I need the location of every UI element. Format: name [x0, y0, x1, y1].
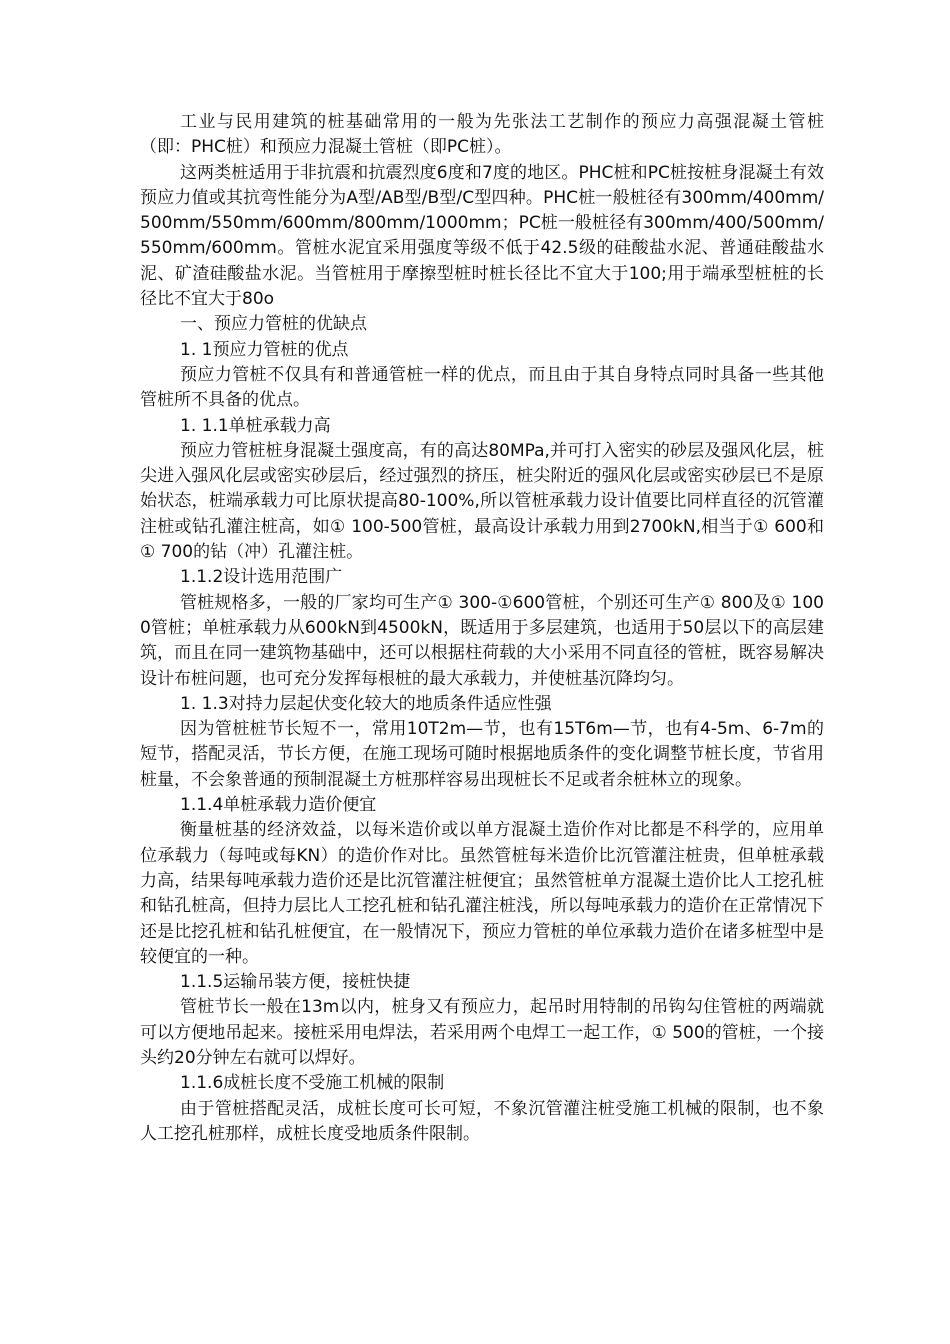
subsection-heading: 1. 1预应力管桩的优点 [180, 339, 349, 360]
subsection-heading: 1.1.2设计选用范围广 [180, 567, 343, 588]
paragraph: 衡量桩基的经济效益，以每米造价或以单方混凝土造价作对比都是不科学的，应用单位承载力（每吨或每KN）的造价作对比。虽然管桩每米造价比沉管灌注桩贵，但单桩承载力高，结果每吨承载力造价还是比沉管灌注桩便宜；虽然管桩单方混凝土造价比人工挖孔桩和钻孔桩高，但持力层比人工挖孔桩和钻孔灌注桩浅，所以每吨承载力的造价在正常情况下还是比挖孔桩和钻孔桩便宜，在一般情况下，预应力管桩的单位承载力造价在诸多桩型中是较便宜的一种。 [140, 820, 824, 967]
paragraph: 管桩规格多，一般的厂家均可生产① 300-①600管桩，个别还可生产① 800及① 1000管桩；单桩承载力从600kN到4500kN，既适用于多层建筑，也适用于50层以下的高层建筑，而且在同一建筑物基础中，还可以根据柱荷载的大小采用不同直径的管桩，既容易解决设计布桩问题，也可充分发挥每根桩的最大承载力，并使桩基沉降均匀。 [140, 592, 824, 689]
paragraph: 因为管桩桩节长短不一，常用10T2m—节，也有15T6m—节，也有4-5m、6-7m的短节，搭配灵活，节长方便，在施工现场可随时根据地质条件的变化调整节桩长度，节省用桩量，不会象普通的预制混凝土方桩那样容易出现桩长不足或者余桩林立的现象。 [140, 719, 824, 790]
paragraph: 预应力管桩桩身混凝土强度高，有的高达80MPa,并可打入密实的砂层及强风化层，桩尖进入强风化层或密实砂层后，经过强烈的挤压，桩尖附近的强风化层或密实砂层已不是原始状态，桩端承载力可比原状提高80-100%,所以管桩承载力设计值要比同样直径的沉管灌注桩或钻孔灌注桩高，如① 100-500管桩，最高设计承载力用到2700kN,相当于① 600和① 700的钻（冲）孔灌注桩。 [140, 440, 824, 563]
paragraph-pile-types: 这两类桩适用于非抗震和抗震烈度6度和7度的地区。PHC桩和PC桩按桩身混凝土有效预应力值或其抗弯性能分为A型/AB型/B型/C型四种。PHC桩一般桩径有300mm/400mm/500mm/550mm/600mm/800mm/1000mm；PC桩一般桩径有300mm/400/500mm/550mm/600mm。管桩水泥宜采用强度等级不低于42.5级的硅酸盐水泥、普通硅酸盐水泥、矿渣硅酸盐水泥。当管桩用于摩擦型桩时桩长径比不宜大于100;用于端承型桩桩的长径比不宜大于80o [140, 162, 824, 310]
section-heading: 一、预应力管桩的优缺点 [180, 314, 367, 335]
document-body [140, 110, 824, 1147]
paragraph: 由于管桩搭配灵活，成桩长度可长可短，不象沉管灌注桩受施工机械的限制，也不象人工挖孔桩那样，成桩长度受地质条件限制。 [140, 1098, 824, 1144]
subsection-heading: 1.1.6成桩长度不受施工机械的限制 [180, 1073, 445, 1094]
subsection-heading: 1.1.5运输吊装方便，接桩快捷 [180, 972, 411, 993]
paragraph: 预应力管桩不仅具有和普通管桩一样的优点，而且由于其自身特点同时具备一些其他管桩所不具备的优点。 [140, 364, 824, 411]
paragraph: 管桩节长一般在13m以内，桩身又有预应力，起吊时用特制的吊钩勾住管桩的两端就可以方便地吊起来。接桩采用电焊法，若采用两个电焊工一起工作，① 500的管桩，一个接头约20分钟左右就可以焊好。 [140, 997, 824, 1068]
subsection-heading: 1. 1.3对持力层起伏变化较大的地质条件适应性强 [180, 693, 552, 714]
paragraph-intro: 工业与民用建筑的桩基础常用的一般为先张法工艺制作的预应力高强混凝土管桩（即：PHC桩）和预应力混凝土管桩（即PC桩）。 [140, 112, 824, 158]
subsection-heading: 1. 1.1单桩承载力高 [180, 415, 331, 436]
subsection-heading: 1.1.4单桩承载力造价便宜 [180, 795, 377, 816]
